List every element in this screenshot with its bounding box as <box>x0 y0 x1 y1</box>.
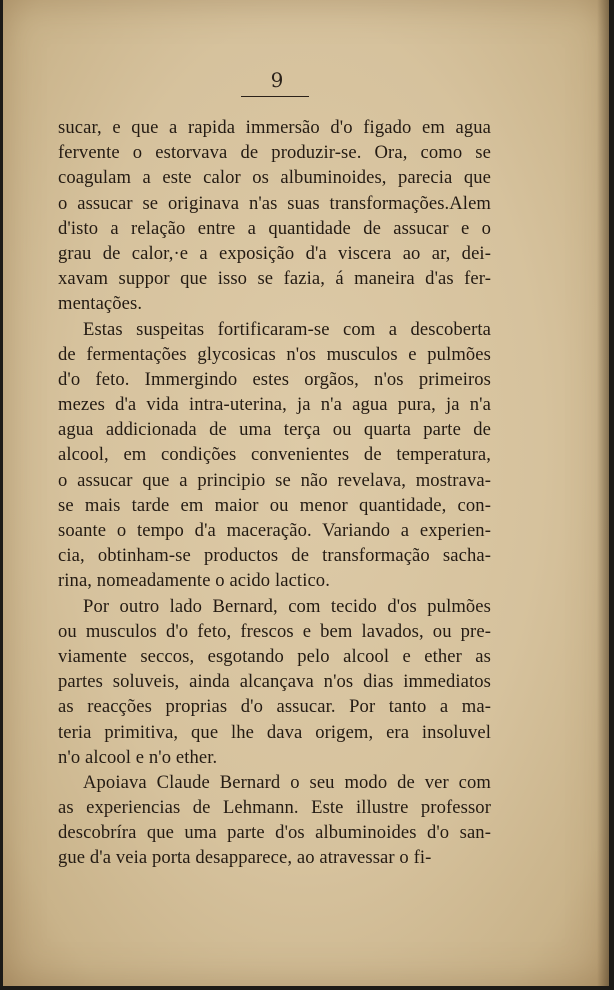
text-line: viamente seccos, esgotando pelo alcool e ether as <box>58 645 491 667</box>
text-line: cia, obtinham-se productos de transformação sacha- <box>58 545 491 567</box>
text-line: descobríra que uma parte d'os albuminoides d'o san- <box>58 822 491 844</box>
text-line: Apoiava Claude Bernard o seu modo de ver com <box>83 771 491 793</box>
text-line: ou musculos d'o feto, frescos e bem lavados, ou pre- <box>58 620 491 642</box>
text-line: soante o tempo d'a maceração. Variando a experien- <box>58 520 491 541</box>
paragraph <box>58 594 491 770</box>
text-line: alcool, em condições convenientes de temperatura, <box>58 444 491 466</box>
text-line: rina, nomeadamente o acido lactico. <box>58 570 330 592</box>
body-text <box>58 115 491 871</box>
text-line: as experiencias de Lehmann. Este illustre professor <box>58 797 491 819</box>
text-line: Estas suspeitas fortificaram-se com a descoberta <box>83 318 491 340</box>
text-line: n'o alcool e n'o ether. <box>58 746 218 768</box>
page-number: 9 <box>270 68 284 92</box>
text-line: o assucar se originava n'as suas transformações.Alem <box>58 192 491 214</box>
text-line: fervente o estorvava de produzir-se. Ora, como se <box>58 142 491 164</box>
text-line: sucar, e que a rapida immersão d'o figado em agua <box>58 117 491 138</box>
page-edge-shadow <box>597 0 609 986</box>
paragraph <box>58 770 491 871</box>
text-line: mentações. <box>58 293 143 315</box>
paragraph <box>58 317 491 594</box>
book-page <box>3 0 609 986</box>
text-line: grau de calor,·e a exposição d'a viscera ao ar, dei- <box>58 242 491 264</box>
text-line: xavam suppor que isso se fazia, á maneira d'as fer- <box>58 268 491 290</box>
text-line: Por outro lado Bernard, com tecido d'os pulmões <box>83 595 491 617</box>
text-line: teria primitiva, que lhe dava origem, era insoluvel <box>58 721 491 743</box>
text-line: partes soluveis, ainda alcançava n'os dias immediatos <box>58 671 491 693</box>
text-line: se mais tarde em maior ou menor quantidade, con- <box>58 494 491 516</box>
text-line: mezes d'a vida intra-uterina, ja n'a agua pura, ja n'a <box>58 394 491 416</box>
text-line: gue d'a veia porta desapparece, ao atravessar o fi- <box>58 847 432 869</box>
text-line: d'o feto. Immergindo estes orgãos, n'os primeiros <box>58 368 491 390</box>
text-line: de fermentações glycosicas n'os musculos e pulmões <box>58 343 491 365</box>
text-line: o assucar que a principio se não revelava, mostrava- <box>58 469 491 491</box>
text-line: coagulam a este calor os albuminoides, parecia que <box>58 167 491 189</box>
paragraph <box>58 115 491 317</box>
page-number-rule <box>241 96 309 97</box>
text-line: as reacções proprias d'o assucar. Por tanto a ma- <box>58 696 491 718</box>
text-line: agua addicionada de uma terça ou quarta parte de <box>58 419 491 441</box>
text-line: d'isto a relação entre a quantidade de assucar e o <box>58 217 491 239</box>
